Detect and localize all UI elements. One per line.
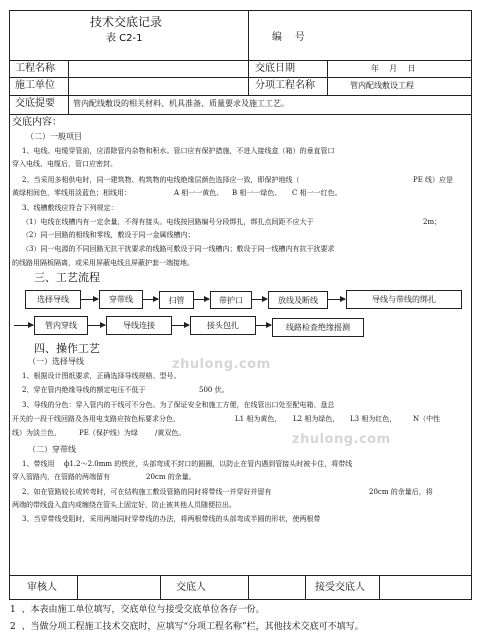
flow-arrow <box>143 299 158 300</box>
phase-l2: L2 相为绿色， <box>293 415 340 423</box>
phase-c: C 相一一红色。 <box>292 189 342 197</box>
flow-arrow <box>256 325 271 326</box>
paragraph-3-item-1-value: 2m； <box>423 218 442 226</box>
paragraph-1-line-1: 1、电线、电缆穿管前，应清除管内杂物和积水。管口应有保护措施，不进入接线盒（箱）的垂直管口 <box>22 147 335 155</box>
thread-item-1-prefix: 1、带线用 <box>22 460 55 468</box>
flow-arrow <box>88 325 105 326</box>
form-number: 表 C2-1 <box>106 33 143 44</box>
thread-item-3: 3、当穿带线受阻时，采用两端同时穿带线的办法，将两根带线的头部弯成半圆的形状，使两根带 <box>22 515 321 523</box>
summary-value: 管内配线敷设的相关材料、机具准备、质量要求及施工工艺。 <box>73 99 289 108</box>
flow-box-wrap-joint: 接头包扎 <box>190 316 256 335</box>
paragraph-2-pe: PE 线）应是 <box>413 176 454 184</box>
phase-pe-color: /黄双色。 <box>155 429 186 437</box>
phase-a: A 相一一黄色、 <box>174 189 224 197</box>
thread-item-1-line-2: 穿入管路内，在管路的两端留有 <box>12 473 110 481</box>
thread-item-1-value: 20cm 的余量。 <box>146 473 196 481</box>
phase-n: N（中性 <box>413 415 441 423</box>
summary-label: 交底提要 <box>15 98 55 109</box>
operation-item-3-line-2: 开关的一段干线回路及各用电支路应按色标要求分色， <box>12 415 180 423</box>
phase-b: B 相一一绿色、 <box>232 189 282 197</box>
flow-arrow <box>14 325 33 326</box>
section-general-title: （二）一般项目 <box>26 132 82 141</box>
date-label: 交底日期 <box>255 63 295 74</box>
flow-arrow <box>194 299 209 300</box>
flow-box-bushing: 带护口 <box>210 291 252 309</box>
flow-box-select-wire: 选择导线 <box>25 290 81 309</box>
flow-box-bind-wire: 导线与带线的绑扎 <box>346 290 462 309</box>
thread-item-2-value: 20cm 的余量后，将 <box>369 488 433 496</box>
paragraph-1-line-2: 穿入电线、电缆后，管口应密封。 <box>12 160 117 168</box>
phase-pe: PE（保护线）为绿 <box>79 429 138 437</box>
paragraph-3-item-1: （1）电线在线槽内有一定余量，不得有接头。电线按回路编号分段绑扎，绑扎点间距不应大于 <box>22 218 314 226</box>
form-title: 技术交底记录 <box>90 15 163 29</box>
flow-arrow <box>252 299 267 300</box>
paragraph-3-item-2: （2）同一回路的相线和零线，敷设于同一金属线槽内； <box>22 231 195 239</box>
sub-project-label: 分项工程名称 <box>255 80 315 91</box>
section-operation-title: 四、操作工艺 <box>34 342 100 355</box>
phase-l3: L3 相为红色， <box>350 415 397 423</box>
flow-arrow <box>328 299 345 300</box>
note-1: 1 、本表由施工单位填写，交底单位与接受交底单位各存一份。 <box>10 605 265 615</box>
discloser-label: 交底人 <box>176 582 206 593</box>
unit-label: 施工单位 <box>15 80 55 91</box>
code-label: 编 号 <box>272 32 305 43</box>
operation-item-3-line-3: 线）为淡兰色， <box>12 429 61 437</box>
operation-item-2-value: 500 伏。 <box>199 386 229 394</box>
watermark: zhulong.com <box>292 432 391 447</box>
watermark: zhulong.com <box>172 357 271 372</box>
flow-box-connect-wire: 导线连接 <box>106 316 172 335</box>
phase-l1: L1 相为黄色， <box>235 415 282 423</box>
note-2: 2 、当做分项工程施工技术交底时，应填写“分项工程名称”栏，其他技术交底可不填写。 <box>10 622 364 632</box>
paragraph-3-title: 3、线槽敷线应符合下列规定： <box>22 204 118 212</box>
paragraph-3-item-3-line-1: （3）同一电源的不同回路无抗干扰要求的线路可敷设于同一线槽内；敷设于同一线槽内有抗干扰要求 <box>22 245 335 253</box>
reviewer-label: 审核人 <box>27 582 57 593</box>
thread-item-2-line-1: 2、如在管路较长或转弯时，可在结构施工敷设管路的同时将带线一并穿好并留有 <box>22 488 272 496</box>
project-name-label: 工程名称 <box>15 63 55 74</box>
paragraph-2-line-2: 黄绿相间色，零线用淡蓝色；相线用： <box>12 189 131 197</box>
operation-item-2: 2、穿在管内绝缘导线的额定电压不低于 <box>22 386 146 394</box>
paragraph-2-line-1: 2、当采用多相供电时，同一建筑物、构筑物的电线绝缘层颜色选择应一致，即保护地线（ <box>22 176 300 184</box>
receiver-label: 接受交底人 <box>315 582 365 593</box>
flow-box-pull-wire: 管内穿线 <box>34 316 88 335</box>
section-process-title: 三、工艺流程 <box>34 271 100 284</box>
flow-box-pay-out-cut: 放线及断线 <box>268 291 328 309</box>
flow-box-clean-pipe: 扫管 <box>159 291 194 309</box>
sub-project-value: 管内配线敷设工程 <box>350 81 414 90</box>
subsection-select-wire-title: （一）选择导线 <box>28 357 84 366</box>
flow-box-thread-lead: 穿带线 <box>99 290 143 309</box>
thread-item-1-line-1: ф1.2～2.0mm 的铁丝，头部弯成不封口的圆圈，以防止在管内遇到管接头时被卡住，将带线 <box>64 460 353 468</box>
operation-item-3-line-1: 3、导线的分色：穿入管内的干线可不分色。为了保证安全和施工方便，在线管出口处至配电箱、盘总 <box>22 401 335 409</box>
date-value: 年 月 日 <box>371 64 416 73</box>
subsection-thread-lead-title: （二）穿带线 <box>28 445 76 454</box>
flow-arrow <box>172 325 189 326</box>
flow-box-insulation-test: 线路检查绝缘摇测 <box>272 318 364 337</box>
content-heading: 交底内容： <box>12 117 62 128</box>
paragraph-3-item-3-line-2: 的线路用隔板隔离，或采用屏蔽电线且屏蔽护套一端接地。 <box>12 259 194 267</box>
flow-arrow <box>81 299 98 300</box>
operation-item-1: 1、根据设计图纸要求，正确选择导线规格、型号。 <box>22 372 181 380</box>
thread-item-2-line-2: 两端的带线盘入盒内或缠绕在管头上固定好，防止被其他人员随便拉出。 <box>12 501 236 509</box>
